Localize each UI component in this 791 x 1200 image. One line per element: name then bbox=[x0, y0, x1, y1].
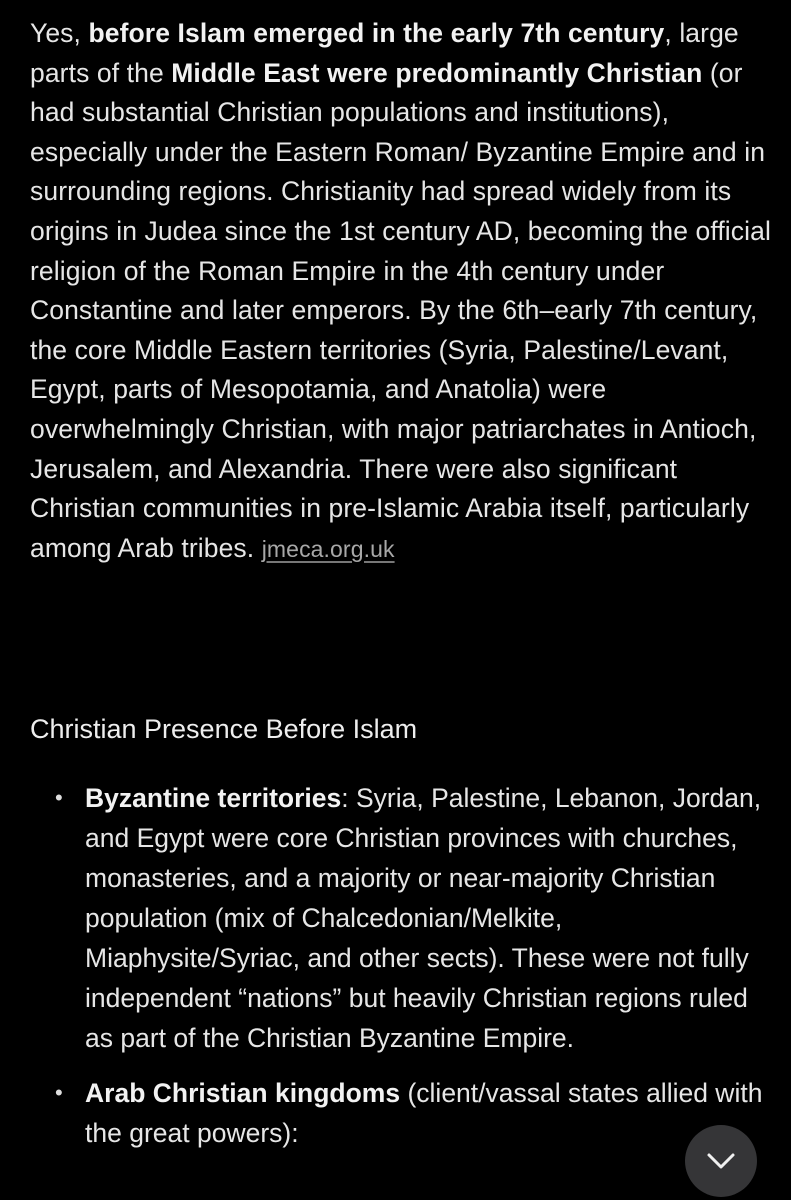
intro-bold-1: before Islam emerged in the early 7th century bbox=[88, 18, 665, 48]
scroll-to-bottom-button[interactable] bbox=[685, 1125, 757, 1197]
intro-bold-2: Middle East were predominantly Christian bbox=[171, 57, 703, 88]
bullet-marker: • bbox=[55, 785, 63, 810]
list-item-title: Byzantine territories bbox=[85, 783, 342, 813]
source-link[interactable]: jmeca.org.uk bbox=[261, 535, 395, 562]
list-item-text: (client/vassal states allied with the great powers): bbox=[85, 1078, 763, 1148]
list-item bbox=[30, 1073, 780, 1153]
section-heading: Christian Presence Before Islam bbox=[30, 714, 418, 744]
list-item bbox=[30, 778, 780, 1058]
response-body bbox=[30, 14, 775, 569]
chevron-down-icon bbox=[706, 1152, 736, 1170]
list-item-title: Arab Christian kingdoms bbox=[85, 1078, 401, 1108]
intro-text-2: , large parts of the bbox=[30, 18, 739, 88]
intro-text-3: (or had substantial Christian populations and institutions), especially under the Eastern Roman/ Byzantine Empire and in surrounding regions. Christianity had spread widely from its origins in Judea since the 1st century AD, becoming the official religion of the Roman Empire in the 4th century under Constantine and later emperors. By the 6th–early 7th century, the core Middle Eastern territories (Syria, Palestine/Levant, Egypt, parts of Mesopotamia, and Anatolia) were overwhelmingly Christian, with major patriarchates in Antioch, Jerusalem, and Alexandria. There were also significant Christian communities in pre-Islamic Arabia itself, particularly among Arab tribes. bbox=[30, 57, 771, 563]
intro-text-1: Yes, bbox=[30, 18, 89, 48]
bullet-marker: • bbox=[55, 1080, 63, 1105]
bullet-list bbox=[30, 778, 780, 1168]
intro-paragraph bbox=[30, 14, 775, 569]
list-item-text: : Syria, Palestine, Lebanon, Jordan, and Egypt were core Christian provinces with churches, monasteries, and a majority or near-majority Christian population (mix of Chalcedonian/Melkite, Miaphysite/Syriac, and other sects). These were not fully independent “nations” but heavily Christian regions ruled as part of the Christian Byzantine Empire. bbox=[85, 783, 762, 1053]
